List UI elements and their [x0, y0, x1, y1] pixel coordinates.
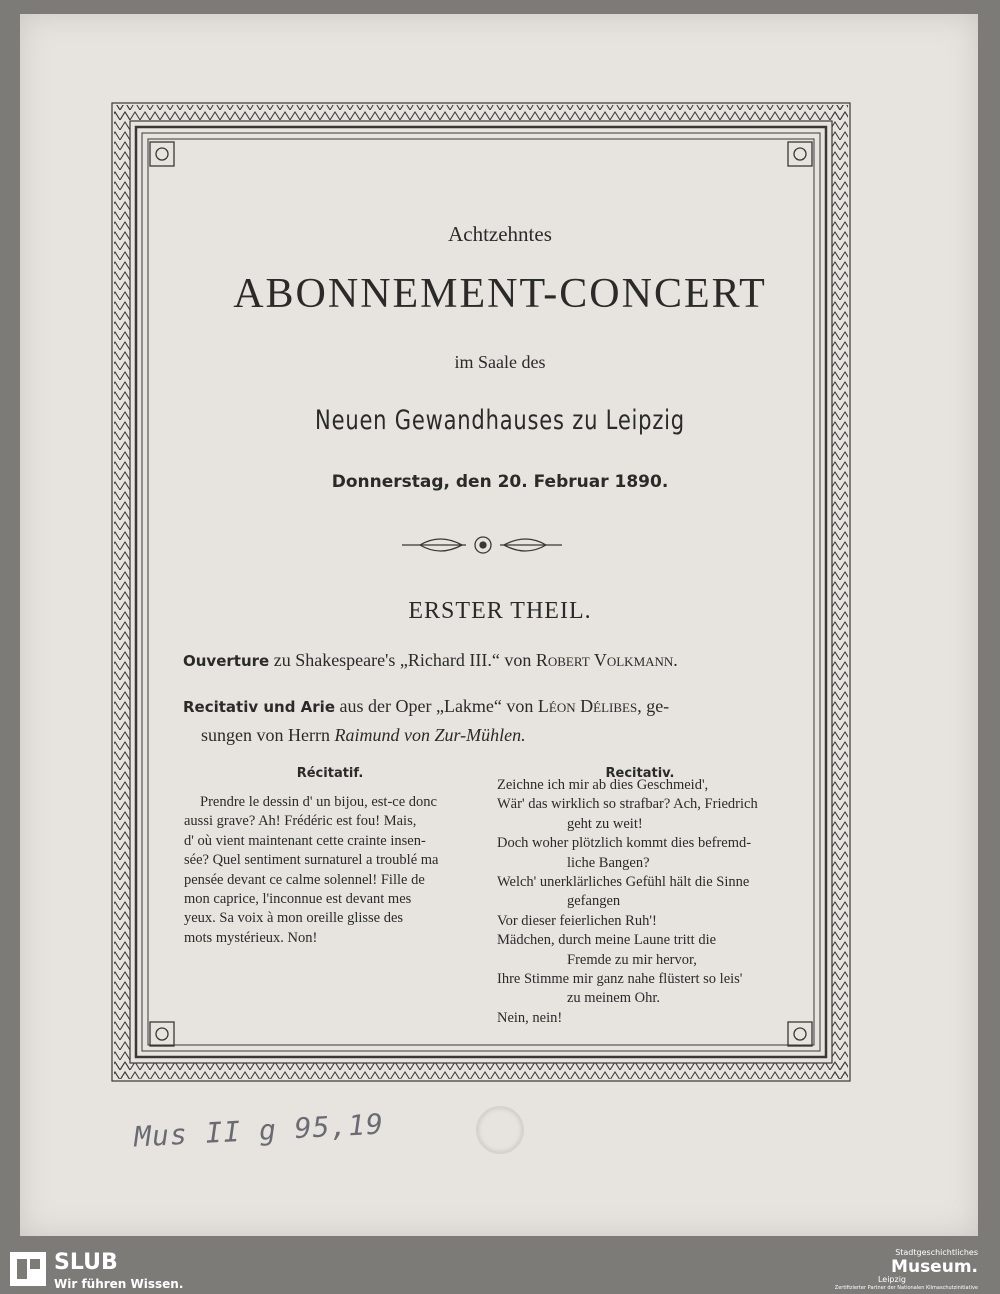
german-line: Zeichne ich mir ab dies Geschmeid', — [497, 777, 709, 793]
slub-logo-icon — [8, 1250, 48, 1288]
french-line: Prendre le dessin d' un bijou, est-ce donc — [200, 794, 437, 810]
french-line: aussi grave? Ah! Frédéric est fou! Mais, — [184, 813, 417, 830]
section-heading: ERSTER THEIL. — [408, 598, 592, 624]
program-item-text: aus der Oper „Lakme“ von — [335, 696, 538, 716]
german-line: Mädchen, durch meine Laune tritt die — [497, 932, 717, 949]
german-line: geht zu weit! — [567, 815, 643, 832]
french-heading: Récitatif. — [296, 766, 364, 781]
german-line: Ihre Stimme mir ganz nahe flüstert so leis' — [497, 971, 743, 988]
french-line: mots mystérieux. Non! — [184, 929, 318, 946]
german-line: Vor dieser feierlichen Ruh'! — [497, 912, 657, 929]
french-line: d' où vient maintenant cette crainte insen- — [184, 832, 426, 849]
venue-name: Neuen Gewandhauses zu Leipzig — [315, 405, 685, 436]
program-item-text-cont: sungen von Herrn — [201, 725, 335, 745]
corner-ornament-bottom-left — [150, 1022, 174, 1046]
composer-name: Léon Délibes — [537, 696, 638, 716]
french-line: sée? Quel sentiment surnaturel a troublé ma — [184, 852, 439, 869]
program-item-text-end: , ge- — [637, 696, 670, 716]
french-line: mon caprice, l'inconnue est devant mes — [184, 891, 412, 908]
museum-certification: Zertifizierter Partner der Nationalen Klimaschutzinitiative — [834, 1285, 978, 1291]
german-line: Doch woher plötzlich kommt dies befremd- — [497, 835, 752, 852]
german-line: liche Bangen? — [567, 854, 650, 871]
library-stamp — [476, 1106, 524, 1154]
divider-ornament — [402, 537, 562, 553]
program-item-aria — [183, 692, 803, 749]
concert-date: Donnerstag, den 20. Februar 1890. — [331, 472, 669, 492]
concert-title: ABONNEMENT-CONCERT — [233, 271, 767, 317]
french-line: pensée devant ce calme solennel! Fille de — [184, 871, 425, 888]
german-line: zu meinem Ohr. — [567, 990, 661, 1007]
program-item-overture — [183, 646, 803, 675]
slub-name: SLUB — [54, 1250, 118, 1275]
museum-city: Leipzig — [877, 1275, 906, 1284]
corner-ornament-top-left — [150, 142, 174, 166]
composer-name: Robert Volkmann. — [535, 650, 678, 670]
program-item-lead: Recitativ und Arie — [183, 698, 335, 716]
program-item-lead: Ouverture — [183, 652, 270, 670]
museum-label-small: Stadtgeschichtliches — [895, 1248, 978, 1257]
program-item-text: zu Shakespeare's „Richard III.“ von — [269, 650, 536, 670]
museum-label: Museum. — [891, 1257, 978, 1277]
german-heading: Recitativ. — [605, 766, 675, 781]
german-recitative — [497, 776, 797, 1028]
concert-subtitle: im Saale des — [454, 352, 546, 372]
french-recitative — [184, 793, 474, 948]
german-line: Wär' das wirklich so strafbar? Ach, Friedrich — [497, 796, 758, 813]
slub-slogan: Wir führen Wissen. — [54, 1277, 184, 1291]
german-line: Nein, nein! — [497, 1009, 563, 1026]
french-line: yeux. Sa voix à mon oreille glisse des — [184, 910, 404, 927]
singer-name: Raimund von Zur-Mühlen. — [334, 725, 526, 745]
handwritten-shelfmark: Mus II g 95,19 — [133, 1107, 385, 1154]
german-line: gefangen — [567, 893, 621, 910]
corner-ornament-top-right — [788, 142, 812, 166]
german-line: Fremde zu mir hervor, — [567, 951, 697, 968]
german-line: Welch' unerklärliches Gefühl hält die Sinne — [497, 874, 750, 891]
concert-ordinal: Achtzehntes — [448, 222, 552, 246]
